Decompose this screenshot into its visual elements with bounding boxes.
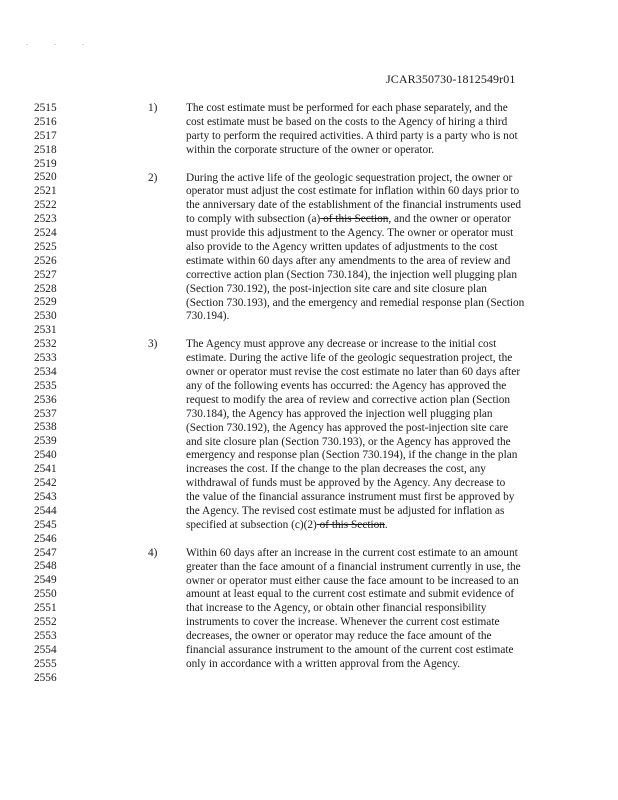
line-number: 2549 — [34, 574, 57, 587]
text-line: only in accordance with a written approval from the Agency. — [186, 657, 461, 670]
line-number: 2534 — [34, 365, 57, 378]
text-line: Within 60 days after an increase in the current cost estimate to an amount — [186, 546, 518, 559]
line-number: 2526 — [34, 254, 57, 267]
text-segment: specified at subsection (c)(2) — [186, 518, 317, 531]
item-number: 3) — [148, 338, 158, 351]
line-number: 2523 — [34, 213, 57, 226]
text-line — [186, 519, 548, 533]
line-number: 2517 — [34, 129, 57, 142]
text-line: amount at least equal to the current cost estimate and submit evidence of — [186, 588, 515, 601]
text-line: estimate. During the active life of the geologic sequestration project, the — [186, 352, 513, 365]
line-number-column — [34, 102, 74, 685]
line-number: 2527 — [34, 268, 57, 281]
line-number: 2521 — [34, 185, 57, 198]
line-number: 2536 — [34, 393, 57, 406]
text-line: emergency and response plan (Section 730.194), if the change in the plan — [186, 449, 518, 462]
line-number: 2544 — [34, 504, 57, 517]
document-id: JCAR350730-1812549r01 — [386, 72, 516, 86]
item-number: 4) — [148, 546, 158, 559]
line-number: 2525 — [34, 240, 57, 253]
text-line: cost estimate must be based on the costs to the Agency of hiring a third — [186, 115, 508, 128]
line-number: 2547 — [34, 546, 57, 559]
text-line: that increase to the Agency, or obtain other financial responsibility — [186, 602, 487, 615]
line-number: 2555 — [34, 657, 57, 670]
item-text — [186, 172, 548, 325]
struck-text: of this Section — [316, 518, 385, 531]
line-number: 2519 — [34, 157, 57, 170]
text-line: (Section 730.192), the Agency has approved the post-injection site care — [186, 421, 509, 434]
line-number: 2515 — [34, 102, 57, 114]
text-line: (Section 730.193), and the emergency and remedial response plan (Section — [186, 296, 525, 309]
line-number: 2556 — [34, 671, 57, 684]
text-line: request to modify the area of review and corrective action plan (Section — [186, 393, 511, 406]
line-number: 2516 — [34, 115, 57, 128]
item-number: 2) — [148, 171, 158, 184]
line-number: 2551 — [34, 602, 57, 615]
item-text — [186, 547, 548, 672]
scan-specks: . . . — [26, 38, 96, 47]
line-number: 2524 — [34, 227, 57, 240]
text-line: corrective action plan (Section 730.184), the injection well plugging plan — [186, 268, 517, 281]
line-number: 2548 — [34, 560, 57, 573]
text-line: During the active life of the geologic sequestration project, the owner or — [186, 171, 513, 184]
line-number: 2535 — [34, 379, 57, 392]
text-line — [186, 213, 548, 227]
text-segment: , and the owner or operator — [388, 213, 511, 226]
text-line: also provide to the Agency written updates of adjustments to the cost — [186, 240, 498, 253]
text-line: (Section 730.192), the post-injection site care and site closure plan — [186, 282, 487, 295]
text-line: party to perform the required activities. A third party is a party who is not — [186, 129, 518, 142]
text-line: The cost estimate must be performed for each phase separately, and the — [186, 102, 508, 114]
text-line: 730.184), the Agency has approved the injection well plugging plan — [186, 407, 493, 420]
text-line: and site closure plan (Section 730.193), or the Agency has approved the — [186, 435, 511, 448]
text-line: within the corporate structure of the owner or operator. — [186, 143, 435, 156]
text-line: 730.194). — [186, 310, 230, 323]
line-number: 2554 — [34, 643, 57, 656]
line-number: 2518 — [34, 143, 57, 156]
line-number: 2522 — [34, 199, 57, 212]
line-number: 2543 — [34, 490, 57, 503]
text-line: the Agency. The revised cost estimate must be adjusted for inflation as — [186, 504, 505, 517]
line-number: 2539 — [34, 435, 57, 448]
struck-text: of this Section — [320, 213, 389, 226]
text-line: any of the following events has occurred: the Agency has approved the — [186, 379, 507, 392]
text-segment: . — [384, 518, 388, 531]
item-text — [186, 102, 548, 158]
item-number: 1) — [148, 102, 158, 114]
line-number: 2537 — [34, 407, 57, 420]
line-number: 2520 — [34, 171, 57, 184]
line-number: 2532 — [34, 338, 57, 351]
text-line: decreases, the owner or operator may reduce the face amount of the — [186, 630, 492, 643]
text-line: withdrawal of funds must be approved by the Agency. Any decrease to — [186, 477, 506, 490]
text-line: estimate within 60 days after any amendments to the area of review and — [186, 254, 511, 267]
line-number: 2546 — [34, 532, 57, 545]
line-number: 2528 — [34, 282, 57, 295]
line-number: 2553 — [34, 629, 57, 642]
text-line: owner or operator must revise the cost estimate no later than 60 days after — [186, 366, 521, 379]
text-line: the value of the financial assurance instrument must first be approved by — [186, 491, 515, 504]
line-number: 2538 — [34, 421, 57, 434]
text-line: financial assurance instrument to the amount of the current cost estimate — [186, 644, 514, 657]
line-number: 2529 — [34, 296, 57, 309]
item-text — [186, 338, 548, 532]
text-line: the anniversary date of the establishment of the financial instruments used — [186, 199, 522, 212]
text-line: owner or operator must either cause the face amount to be increased to an — [186, 574, 519, 587]
text-line: must provide this adjustment to the Agency. The owner or operator must — [186, 227, 514, 240]
text-line: operator must adjust the cost estimate for inflation within 60 days prior to — [186, 185, 520, 198]
line-number: 2531 — [34, 324, 57, 337]
line-number: 2542 — [34, 477, 57, 490]
line-number: 2530 — [34, 310, 57, 323]
text-line: increases the cost. If the change to the plan decreases the cost, any — [186, 463, 486, 476]
text-line: greater than the face amount of a financial instrument currently in use, the — [186, 560, 521, 573]
line-number: 2540 — [34, 449, 57, 462]
line-number: 2550 — [34, 588, 57, 601]
line-number: 2541 — [34, 463, 57, 476]
line-number: 2545 — [34, 518, 57, 531]
text-line: The Agency must approve any decrease or increase to the initial cost — [186, 338, 497, 351]
text-segment: to comply with subsection (a) — [186, 213, 321, 226]
line-number: 2533 — [34, 352, 57, 365]
line-number: 2552 — [34, 615, 57, 628]
text-line: instruments to cover the increase. Whenever the current cost estimate — [186, 616, 500, 629]
